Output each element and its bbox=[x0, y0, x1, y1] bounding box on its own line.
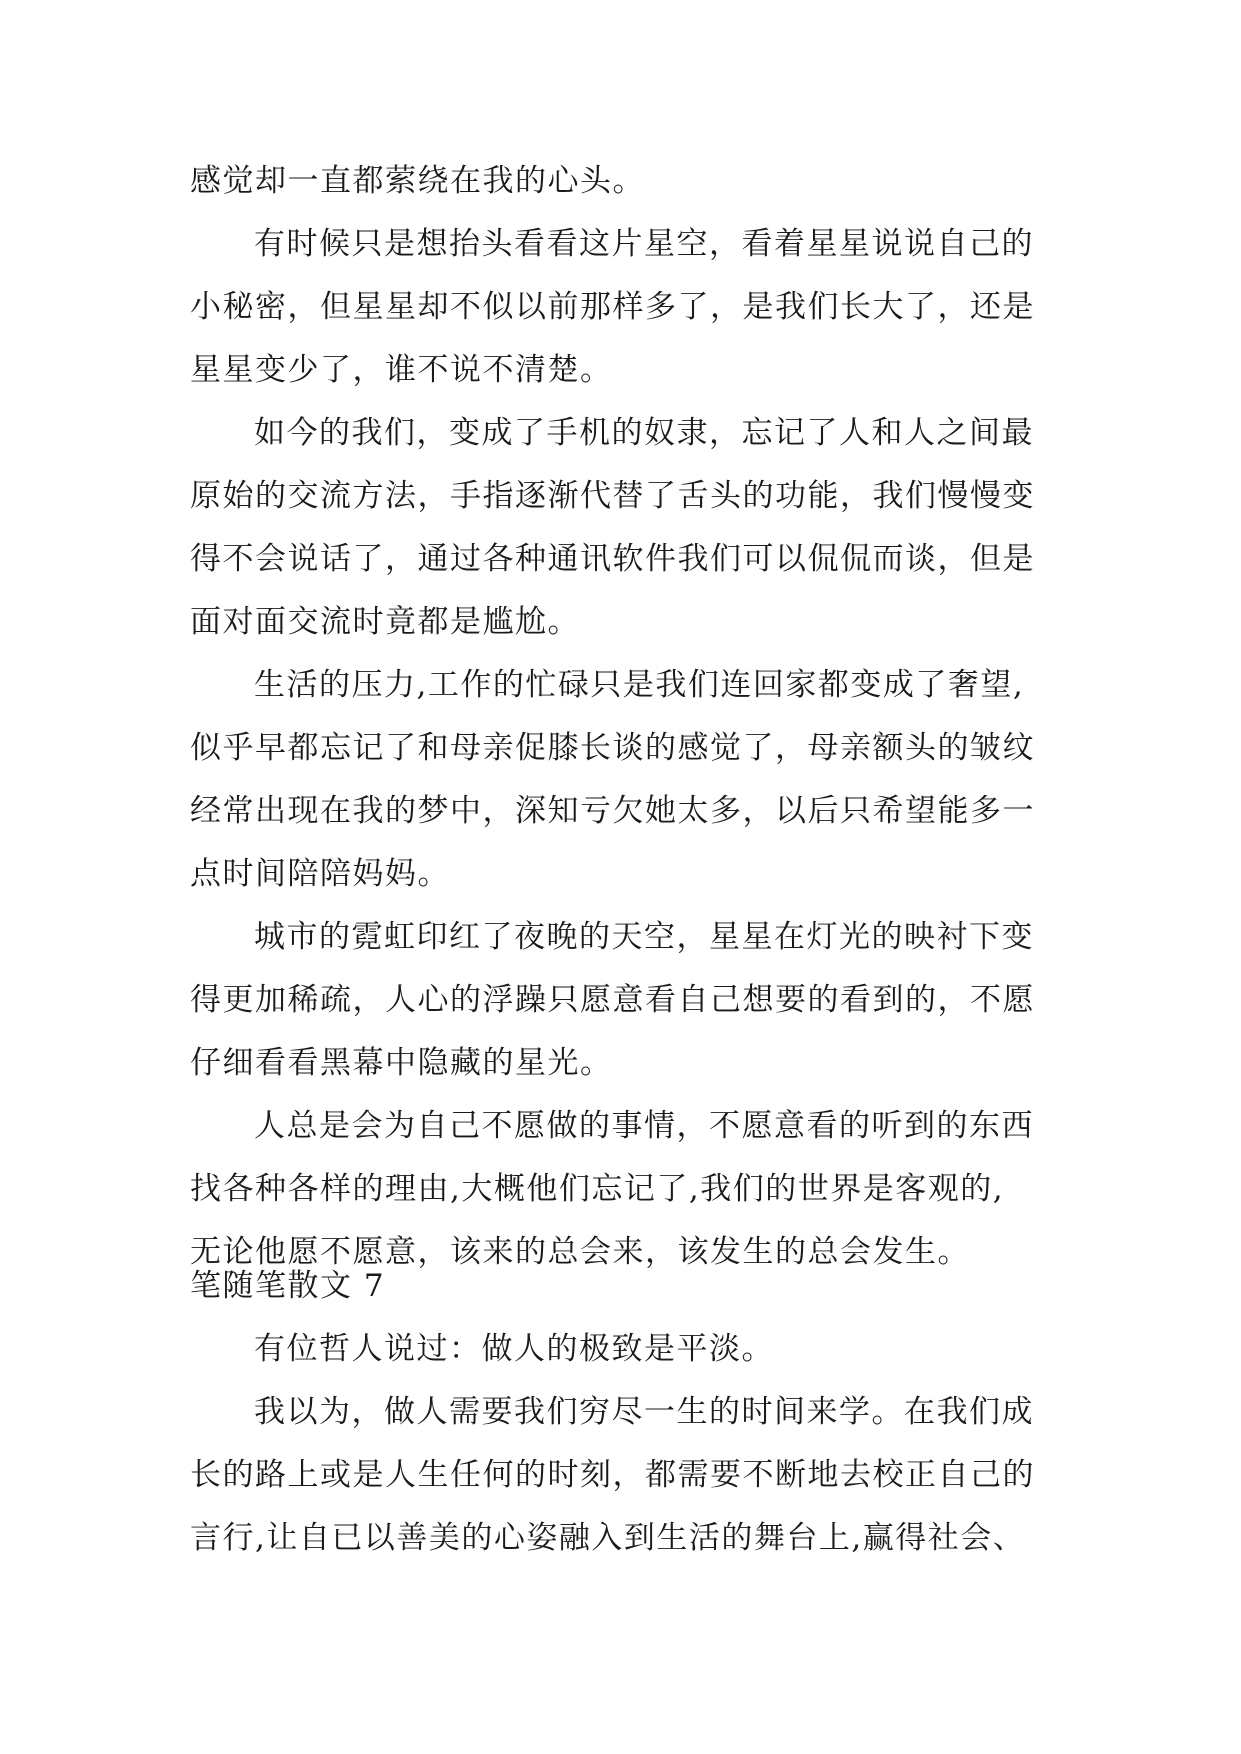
essay-section-7 bbox=[190, 1255, 1060, 1570]
paragraph-line: 如今的我们，变成了手机的奴隶，忘记了人和人之间最 bbox=[254, 415, 1034, 451]
paragraph-line: 面对面交流时竟都是尴尬。 bbox=[190, 604, 580, 640]
section-heading: 笔随笔散文 7 bbox=[190, 1268, 386, 1304]
paragraph-line: 经常出现在我的梦中，深知亏欠她太多，以后只希望能多一 bbox=[190, 793, 1035, 829]
paragraph-line: 我以为，做人需要我们穷尽一生的时间来学。在我们成 bbox=[254, 1394, 1034, 1430]
paragraph-line: 有时候只是想抬头看看这片星空，看着星星说说自己的 bbox=[254, 226, 1034, 262]
paragraph-line: 城市的霓虹印红了夜晚的天空，星星在灯光的映衬下变 bbox=[254, 919, 1034, 955]
paragraph-line: 感觉却一直都萦绕在我的心头。 bbox=[190, 163, 645, 199]
paragraph-line: 人总是会为自己不愿做的事情，不愿意看的听到的东西 bbox=[254, 1108, 1034, 1144]
paragraph-line: 得更加稀疏，人心的浮躁只愿意看自己想要的看到的，不愿 bbox=[190, 982, 1035, 1018]
paragraph-line: 无论他愿不愿意，该来的总会来，该发生的总会发生。 bbox=[190, 1234, 970, 1270]
paragraph-line: 生活的压力,工作的忙碌只是我们连回家都变成了奢望, bbox=[254, 667, 1025, 703]
paragraph-line: 得不会说话了，通过各种通讯软件我们可以侃侃而谈，但是 bbox=[190, 541, 1035, 577]
essay-section-continued bbox=[190, 150, 1060, 1284]
paragraph-line: 似乎早都忘记了和母亲促膝长谈的感觉了，母亲额头的皱纹 bbox=[190, 730, 1035, 766]
paragraph-line: 点时间陪陪妈妈。 bbox=[190, 856, 450, 892]
paragraph-line: 原始的交流方法，手指逐渐代替了舌头的功能，我们慢慢变 bbox=[190, 478, 1035, 514]
paragraph-line: 言行,让自已以善美的心姿融入到生活的舞台上,赢得社会、 bbox=[190, 1520, 1026, 1556]
paragraph-line: 有位哲人说过：做人的极致是平淡。 bbox=[254, 1331, 774, 1367]
paragraph-line: 找各种各样的理由,大概他们忘记了,我们的世界是客观的, bbox=[190, 1171, 1005, 1207]
paragraph-line: 星星变少了，谁不说不清楚。 bbox=[190, 352, 613, 388]
paragraph-line: 长的路上或是人生任何的时刻，都需要不断地去校正自己的 bbox=[190, 1457, 1035, 1493]
paragraph-line: 小秘密，但星星却不似以前那样多了，是我们长大了，还是 bbox=[190, 289, 1035, 325]
paragraph-line: 仔细看看黑幕中隐藏的星光。 bbox=[190, 1045, 613, 1081]
